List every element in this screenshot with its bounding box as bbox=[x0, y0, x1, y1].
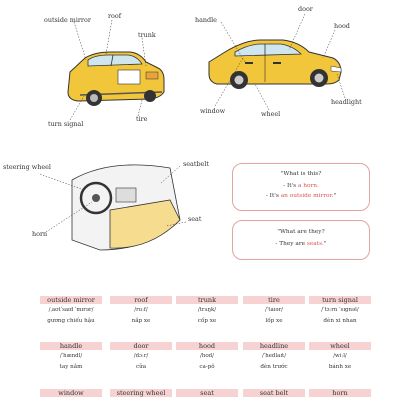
vocab-word: hood bbox=[176, 342, 238, 350]
vocab-word: seat bbox=[176, 389, 238, 397]
vocab-word: trunk bbox=[176, 296, 238, 304]
vocab-word: turn signal bbox=[309, 296, 371, 304]
vocab-ipa: /ˈtaɪər/ bbox=[265, 307, 283, 313]
label-headlight: headlight bbox=[331, 98, 362, 106]
bubble1-highlight2: an outside mirror. bbox=[280, 193, 334, 199]
vocab-card bbox=[309, 296, 371, 340]
car-front-illustration bbox=[195, 0, 400, 140]
bubble2-question: "What are they? bbox=[277, 229, 325, 235]
vocab-card bbox=[176, 296, 238, 340]
vocab-card bbox=[110, 342, 172, 386]
car-side-illustration bbox=[0, 0, 200, 140]
vocab-word: roof bbox=[110, 296, 172, 304]
vocab-word: door bbox=[110, 342, 172, 350]
car-front-drawing bbox=[195, 0, 400, 140]
bubble2-highlight1: seats. bbox=[306, 241, 324, 247]
vocab-word: tire bbox=[243, 296, 305, 304]
label-door: door bbox=[298, 5, 313, 13]
label-horn: horn bbox=[32, 230, 48, 238]
vocab-ipa: /ˈtɜːrn ˈsɪgnəl/ bbox=[321, 307, 359, 313]
bubble1-answer1: - It's a horn. bbox=[283, 183, 319, 189]
vocab-card bbox=[176, 342, 238, 386]
vocab-translation: nắp xe bbox=[131, 318, 151, 324]
label-steering-wheel: steering wheel bbox=[3, 163, 51, 171]
vocab-translation: lốp xe bbox=[265, 318, 283, 324]
vocab-ipa: /wiːl/ bbox=[333, 353, 347, 359]
label-roof: roof bbox=[108, 12, 122, 20]
vocab-translation: tay nắm bbox=[59, 364, 83, 370]
vocab-card bbox=[110, 296, 172, 340]
vocab-word: handle bbox=[40, 342, 102, 350]
vocab-word: outside mirror bbox=[40, 296, 102, 304]
label-hood: hood bbox=[334, 22, 350, 30]
car-side-drawing bbox=[0, 0, 200, 140]
label-tire: tire bbox=[136, 115, 148, 123]
vocab-card bbox=[40, 342, 102, 386]
vocab-card bbox=[309, 342, 371, 386]
vocab-word: window bbox=[40, 389, 102, 397]
label-seat: seat bbox=[188, 215, 202, 223]
vocab-card bbox=[243, 342, 305, 386]
vocab-ipa: /hʊd/ bbox=[200, 353, 214, 359]
vocab-word: horn bbox=[309, 389, 371, 397]
vocab-word: headline bbox=[243, 342, 305, 350]
vocab-word: steering wheel bbox=[110, 389, 172, 397]
vocab-ipa: /trʌŋk/ bbox=[197, 307, 217, 313]
vocab-translation: ca-pô bbox=[199, 364, 215, 370]
vocab-translation: đèn xi nhan bbox=[323, 318, 357, 324]
vocab-card bbox=[176, 389, 238, 401]
label-wheel: wheel bbox=[261, 110, 281, 118]
vocab-card bbox=[40, 296, 102, 340]
vocab-card bbox=[110, 389, 172, 401]
vocab-ipa: /ˈhedlaɪt/ bbox=[261, 353, 287, 359]
bubble1-answer2: - It's an outside mirror." bbox=[265, 193, 337, 199]
vocab-translation: đèn trước bbox=[260, 364, 288, 370]
vocab-ipa: /dɔːr/ bbox=[133, 353, 149, 359]
bubble1-highlight1: a horn. bbox=[297, 183, 319, 189]
label-seatbelt: seatbelt bbox=[183, 160, 209, 168]
vocab-word: seat belt bbox=[243, 389, 305, 397]
vocab-ipa: /ˈhændl/ bbox=[59, 353, 83, 359]
vocab-translation: bánh xe bbox=[328, 364, 352, 370]
vocab-word: wheel bbox=[309, 342, 371, 350]
vocab-ipa: /ruːf/ bbox=[134, 307, 148, 313]
label-turn-signal: turn signal bbox=[48, 120, 84, 128]
vocab-ipa: /ˌaʊtˈsaɪd ˈmɪrər/ bbox=[48, 307, 94, 313]
vocab-translation: cửa bbox=[135, 364, 147, 370]
vocab-card bbox=[40, 389, 102, 401]
vocab-card bbox=[243, 296, 305, 340]
label-handle: handle bbox=[195, 16, 217, 24]
dialog-bubble-1 bbox=[232, 163, 370, 211]
bubble1-question: "What is this? bbox=[280, 171, 322, 177]
bubble2-answer1: - They are seats." bbox=[275, 241, 327, 247]
vocab-card bbox=[309, 389, 371, 401]
interior-illustration bbox=[0, 150, 220, 270]
label-trunk: trunk bbox=[138, 31, 156, 39]
vocab-card bbox=[243, 389, 305, 401]
label-window: window bbox=[200, 107, 226, 115]
label-outside-mirror: outside mirror bbox=[44, 16, 91, 24]
vocab-translation: gương chiếu hậu bbox=[47, 318, 95, 324]
dialog-bubble-2 bbox=[232, 220, 370, 260]
vocab-translation: cốp xe bbox=[197, 318, 217, 324]
